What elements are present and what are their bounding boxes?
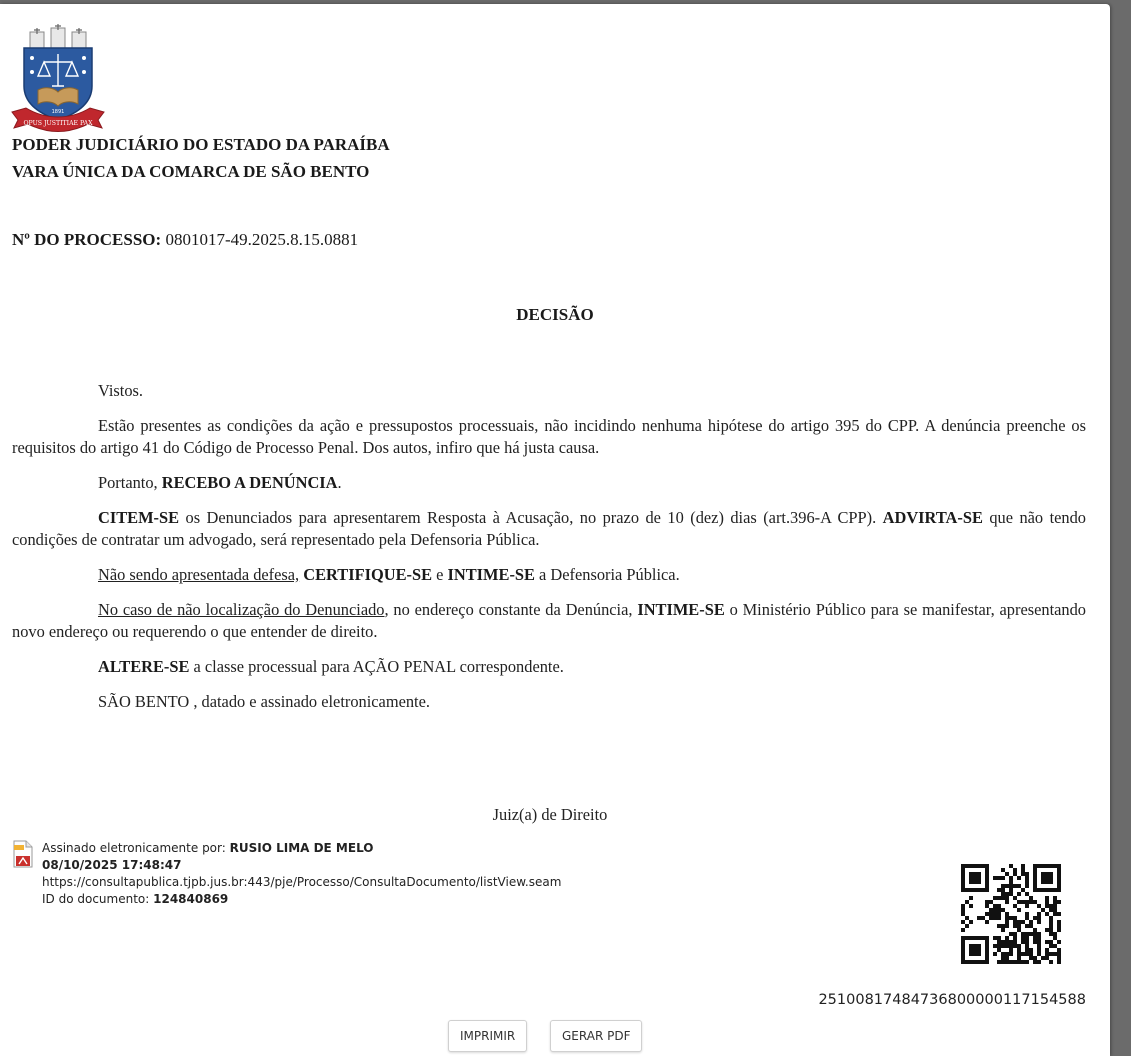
- underlined-text: Não sendo apresentada defesa,: [98, 565, 300, 584]
- text-span: o Ministério Público para se manifestar, apresentando novo endereço ou requerendo o que entender de direito.: [12, 600, 1086, 641]
- signed-by-line: [42, 840, 561, 857]
- verification-code: 25100817484736800000117154588: [818, 992, 1086, 1008]
- crest-motto: OPUS JUSTITIAE PAX: [23, 120, 93, 127]
- court-name: PODER JUDICIÁRIO DO ESTADO DA PARAÍBA: [12, 135, 390, 154]
- paragraph-receive: [12, 472, 1086, 494]
- decision-body: [12, 380, 1086, 713]
- emphasis-citem: CITEM-SE: [98, 508, 180, 527]
- emphasis-receive: RECEBO A DENÚNCIA: [161, 473, 338, 492]
- process-number-line: [12, 230, 358, 250]
- verification-url: https://consultapublica.tjpb.jus.br:443/pje/Processo/ConsultaDocumento/listView.seam: [42, 875, 562, 889]
- signed-by-label: Assinado eletronicamente por:: [42, 841, 230, 855]
- paragraph-conditions: Estão presentes as condições da ação e pressupostos processuais, não incidindo nenhuma hipótese do artigo 395 do CPP. A denúncia preenche os requisitos do artigo 41 do Código de Processo Penal. Dos autos, infiro que há justa causa.: [12, 416, 1086, 457]
- paragraph-class-change: [12, 656, 1086, 678]
- process-number: 0801017-49.2025.8.15.0881: [165, 230, 359, 249]
- document-page: [0, 4, 1110, 1056]
- document-id-label: ID do documento:: [42, 892, 154, 906]
- text-span: a classe processual para AÇÃO PENAL correspondente.: [189, 657, 564, 676]
- text-span: Portanto,: [98, 473, 162, 492]
- signature-datetime-value: 08/10/2025 17:48:47: [42, 858, 182, 872]
- electronic-signature-block: [12, 840, 561, 908]
- paragraph-no-defense: [12, 564, 1086, 586]
- text-span: , no endereço constante da Denúncia,: [384, 600, 638, 619]
- paragraph-citation: [12, 507, 1086, 551]
- print-button[interactable]: IMPRIMIR: [448, 1020, 527, 1052]
- underlined-text: No caso de não localização do Denunciado: [98, 600, 385, 619]
- text-span: os Denunciados para apresentarem Resposta à Acusação, no prazo de 10 (dez) dias (art.396-A CPP).: [179, 508, 883, 527]
- text-span: .: [337, 473, 342, 492]
- paragraph-closing: SÃO BENTO , datado e assinado eletronicamente.: [98, 692, 430, 711]
- paragraph-not-located: [12, 599, 1086, 643]
- emphasis-intime: INTIME-SE: [637, 600, 725, 619]
- court-crest-logo: [10, 24, 106, 136]
- text-span: a Defensoria Pública.: [534, 565, 680, 584]
- court-division: VARA ÚNICA DA COMARCA DE SÃO BENTO: [12, 162, 370, 181]
- generate-pdf-button[interactable]: GERAR PDF: [550, 1020, 642, 1052]
- signature-datetime: [42, 857, 561, 874]
- emphasis-advirta: ADVIRTA-SE: [882, 508, 983, 527]
- emphasis-intime: INTIME-SE: [447, 565, 535, 584]
- document-title: DECISÃO: [516, 305, 594, 324]
- text-span: que não tendo condições de contratar um advogado, será representado pela Defensoria Pública.: [12, 508, 1087, 549]
- crest-year: 1891: [51, 109, 65, 115]
- signer-name: RUSIO LIMA DE MELO: [229, 841, 374, 855]
- document-id-line: [42, 891, 561, 908]
- document-id: 124840869: [153, 892, 229, 906]
- paragraph-vistos: Vistos.: [98, 381, 144, 400]
- process-number-label: Nº DO PROCESSO:: [12, 230, 162, 249]
- qr-code: [961, 864, 1061, 964]
- pdf-document-icon: [12, 840, 34, 868]
- emphasis-altere: ALTERE-SE: [98, 657, 190, 676]
- emphasis-certifique: CERTIFIQUE-SE: [303, 565, 433, 584]
- text-span: e: [432, 565, 448, 584]
- signature-role: Juiz(a) de Direito: [492, 805, 608, 824]
